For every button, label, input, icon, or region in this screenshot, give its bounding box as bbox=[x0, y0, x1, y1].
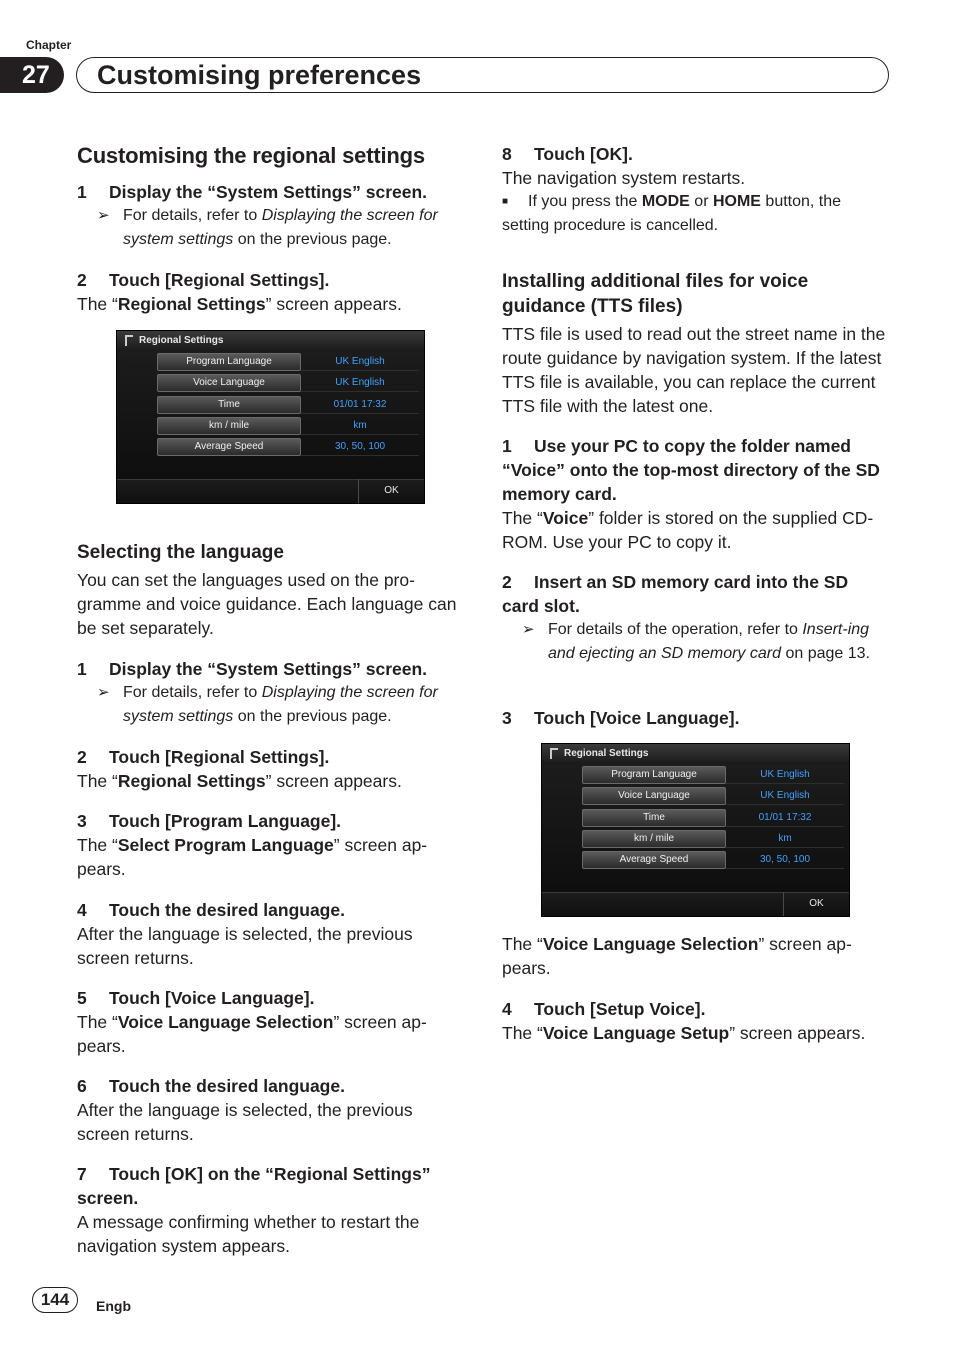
body-text: The “Regional Settings” screen appears. bbox=[77, 771, 402, 791]
body-text: After the language is selected, the previous screen returns. bbox=[77, 924, 413, 968]
page-number: 144 bbox=[32, 1287, 78, 1313]
chapter-label: Chapter bbox=[26, 38, 72, 52]
arrow-icon: ➢ bbox=[97, 684, 110, 701]
step: 5 Touch [Voice Language]. bbox=[77, 988, 315, 1008]
screen-row[interactable]: Time 01/01 17:32 bbox=[157, 396, 419, 414]
language-code: Engb bbox=[96, 1298, 131, 1314]
screen-bottom-bar bbox=[542, 892, 849, 916]
chapter-number: 27 bbox=[0, 57, 64, 93]
screen-title: Regional Settings bbox=[542, 744, 849, 764]
step: 6 Touch the desired language. bbox=[77, 1076, 345, 1096]
step: 4 Touch [Setup Voice]. bbox=[502, 999, 706, 1019]
step: 2 Insert an SD memory card into the SD card slot. bbox=[502, 572, 849, 616]
screen-row[interactable]: km / mile km bbox=[582, 830, 844, 848]
screen-row[interactable]: Time 01/01 17:32 bbox=[582, 809, 844, 827]
screen-row[interactable]: Average Speed 30, 50, 100 bbox=[157, 438, 419, 456]
regional-settings-screenshot bbox=[116, 330, 425, 504]
screen-row[interactable]: km / mile km bbox=[157, 417, 419, 435]
regional-settings-screenshot bbox=[541, 743, 850, 917]
body-text: The “Voice” folder is stored on the supplied CD-ROM. Use your PC to copy it. bbox=[502, 508, 874, 552]
screen-row[interactable]: Voice Language UK English bbox=[582, 787, 844, 805]
body-text: The “Regional Settings” screen appears. bbox=[77, 294, 402, 314]
subsection-title: Selecting the language bbox=[77, 542, 284, 563]
menu-icon bbox=[550, 748, 558, 759]
step: 8 Touch [OK]. bbox=[502, 144, 633, 164]
body-text: The navigation system restarts. bbox=[502, 168, 746, 188]
section-title: Customising the regional settings bbox=[77, 143, 425, 168]
note: ➢ For details, refer to Displaying the screen for system settings on the previous page. bbox=[77, 204, 467, 252]
body-text: TTS file is used to read out the street name in the route guidance by navigation system. If the latest TTS file is available, you can replace the current TTS file with the latest one. bbox=[502, 324, 886, 416]
screen-title: Regional Settings bbox=[117, 331, 424, 351]
arrow-icon: ➢ bbox=[97, 207, 110, 224]
body-text: After the language is selected, the previous screen returns. bbox=[77, 1100, 413, 1144]
chapter-title: Customising preferences bbox=[76, 57, 889, 93]
step: 7 Touch [OK] on the “Regional Settings” screen. bbox=[77, 1164, 431, 1208]
screen-row[interactable]: Program Language UK English bbox=[582, 766, 844, 784]
step: 1 Use your PC to copy the folder named “Voice” onto the top-most directory of the SD memory card. bbox=[502, 436, 880, 504]
screen-bottom-bar bbox=[117, 479, 424, 503]
body-text: The “Voice Language Selection” screen ap-pears. bbox=[77, 1012, 427, 1056]
body-text: The “Voice Language Setup” screen appears. bbox=[502, 1023, 866, 1043]
step: 3 Touch [Program Language]. bbox=[77, 811, 342, 831]
menu-icon bbox=[125, 335, 133, 346]
step: 1 Display the “System Settings” screen. bbox=[77, 182, 428, 202]
arrow-icon: ➢ bbox=[522, 621, 535, 638]
step: 1 Display the “System Settings” screen. bbox=[77, 659, 428, 679]
step: 4 Touch the desired language. bbox=[77, 900, 345, 920]
square-bullet-icon: ■ bbox=[502, 196, 509, 207]
step: 3 Touch [Voice Language]. bbox=[502, 708, 740, 728]
step: 2 Touch [Regional Settings]. bbox=[77, 270, 330, 290]
note: ■ If you press the MODE or HOME button, the setting procedure is cancelled. bbox=[502, 190, 888, 238]
body-text: The “Voice Language Selection” screen ap-pears. bbox=[502, 934, 852, 978]
note: ➢ For details, refer to Displaying the screen for system settings on the previous page. bbox=[77, 681, 467, 729]
ok-button[interactable]: OK bbox=[358, 479, 424, 503]
body-text: The “Select Program Language” screen ap-pears. bbox=[77, 835, 428, 879]
section-title: Installing additional files for voice guidance (TTS files) bbox=[502, 271, 809, 317]
body-text: You can set the languages used on the pro-gramme and voice guidance. Each language can be set separately. bbox=[77, 570, 457, 638]
screen-row[interactable]: Program Language UK English bbox=[157, 353, 419, 371]
screen-row[interactable]: Voice Language UK English bbox=[157, 374, 419, 392]
screen-row[interactable]: Average Speed 30, 50, 100 bbox=[582, 851, 844, 869]
note: ➢ For details of the operation, refer to Insert-ing and ejecting an SD memory card on page 13. bbox=[502, 618, 888, 666]
step: 2 Touch [Regional Settings]. bbox=[77, 747, 330, 767]
body-text: A message confirming whether to restart the navigation system appears. bbox=[77, 1212, 420, 1256]
ok-button[interactable]: OK bbox=[783, 892, 849, 916]
